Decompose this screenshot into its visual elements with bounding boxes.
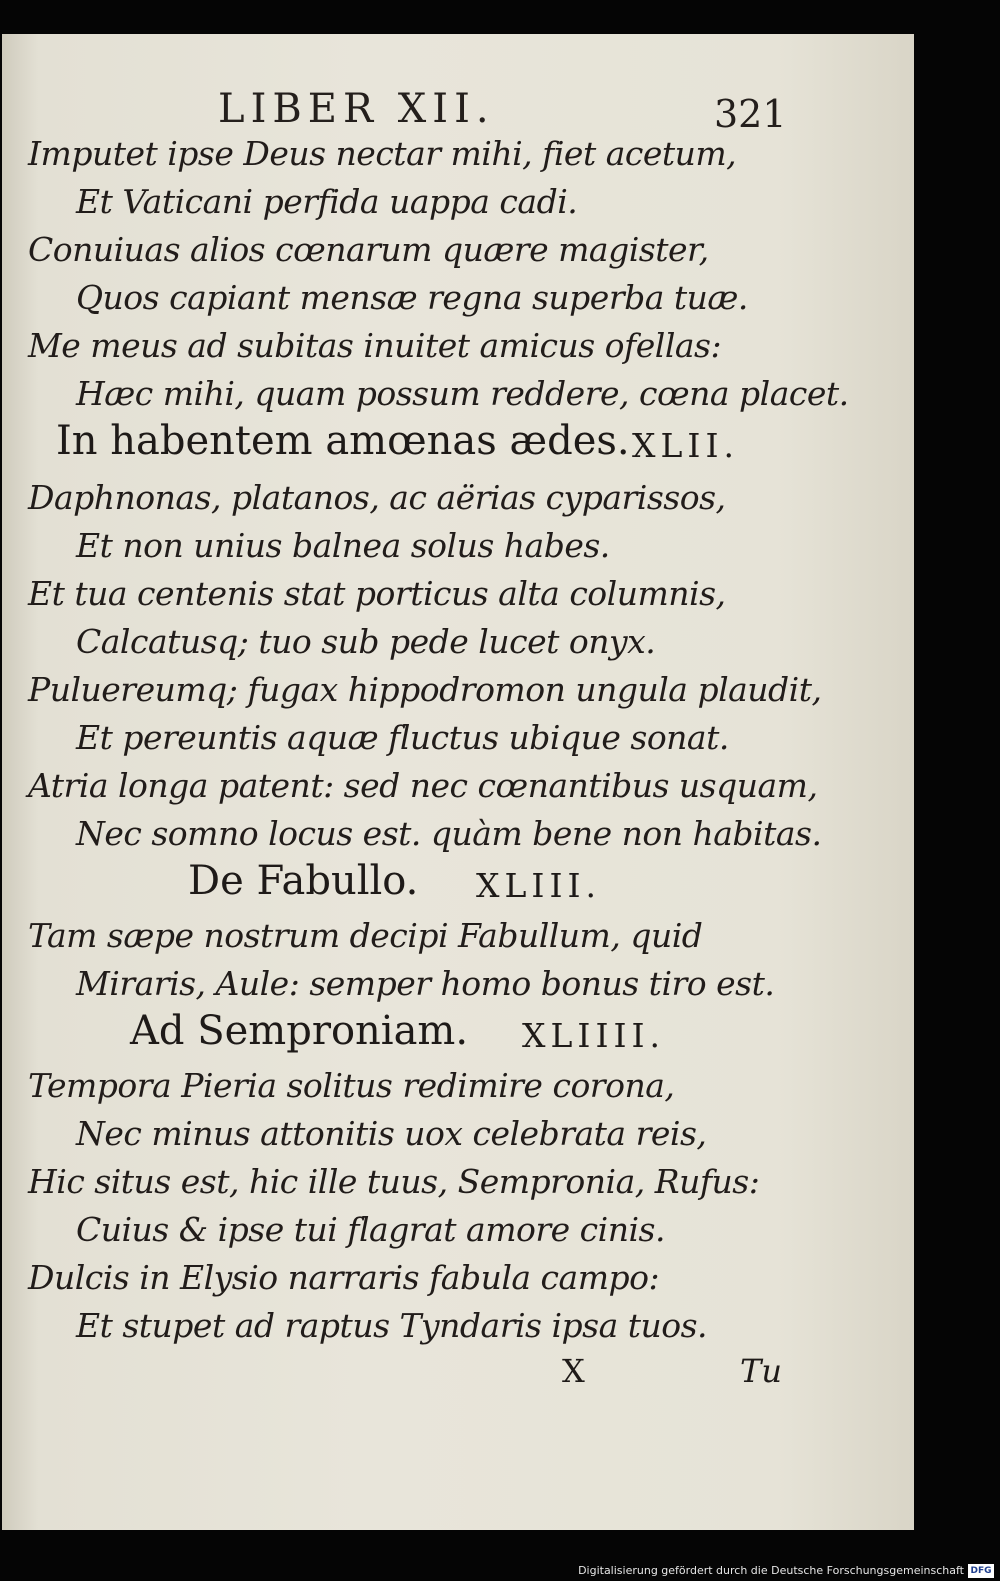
book-page bbox=[2, 34, 914, 1530]
verse-line: Puluereumq; fugax hippodromon ungula plaudit, bbox=[28, 670, 822, 709]
verse-line: Et Vaticani perfida uappa cadi. bbox=[76, 182, 578, 221]
verse-line: Imputet ipse Deus nectar mihi, fiet acetum, bbox=[28, 134, 737, 173]
poem-title: Ad Semproniam. bbox=[130, 1008, 469, 1054]
verse-line: Quos capiant mensæ regna superba tuæ. bbox=[76, 278, 748, 317]
poem-title: In habentem amœnas ædes. bbox=[56, 418, 630, 464]
verse-line: Et non unius balnea solus habes. bbox=[76, 526, 610, 565]
verse-line: Me meus ad subitas inuitet amicus ofellas: bbox=[28, 326, 722, 365]
verse-line: Et stupet ad raptus Tyndaris ipsa tuos. bbox=[76, 1306, 708, 1345]
verse-line: Calcatusq; tuo sub pede lucet onyx. bbox=[76, 622, 656, 661]
verse-line: Cuius & ipse tui flagrat amore cinis. bbox=[76, 1210, 665, 1249]
poem-title: De Fabullo. bbox=[188, 858, 419, 904]
dfg-logo: DFG bbox=[968, 1564, 994, 1578]
running-title: LIBER XII. bbox=[218, 86, 495, 132]
poem-numeral: XLIII. bbox=[476, 866, 602, 905]
verse-line: Tam sæpe nostrum decipi Fabullum, quid bbox=[28, 916, 703, 955]
verse-line: Nec minus attonitis uox celebrata reis, bbox=[76, 1114, 707, 1153]
verse-line: Atria longa patent: sed nec cœnantibus usquam, bbox=[28, 766, 818, 805]
verse-line: Et tua centenis stat porticus alta columnis, bbox=[28, 574, 726, 613]
poem-numeral: XLII. bbox=[632, 426, 739, 465]
page-number: 321 bbox=[714, 92, 787, 136]
verse-line: Nec somno locus est. quàm bene non habitas. bbox=[76, 814, 822, 853]
verse-line: Conuiuas alios cœnarum quære magister, bbox=[28, 230, 709, 269]
digitization-credit: Digitalisierung gefördert durch die Deutsche Forschungsgemeinschaft bbox=[578, 1564, 964, 1577]
poem-numeral: XLIIII. bbox=[522, 1016, 666, 1055]
verse-line: Et pereuntis aquæ fluctus ubique sonat. bbox=[76, 718, 729, 757]
signature-mark: X bbox=[562, 1352, 585, 1390]
verse-line: Daphnonas, platanos, ac aërias cyparissos, bbox=[28, 478, 726, 517]
verse-line: Dulcis in Elysio narraris fabula campo: bbox=[28, 1258, 660, 1297]
catchword: Tu bbox=[740, 1352, 782, 1390]
verse-line: Tempora Pieria solitus redimire corona, bbox=[28, 1066, 675, 1105]
verse-line: Miraris, Aule: semper homo bonus tiro est. bbox=[76, 964, 775, 1003]
verse-line: Hic situs est, hic ille tuus, Sempronia, Rufus: bbox=[28, 1162, 760, 1201]
verse-line: Hæc mihi, quam possum reddere, cœna placet. bbox=[76, 374, 849, 413]
